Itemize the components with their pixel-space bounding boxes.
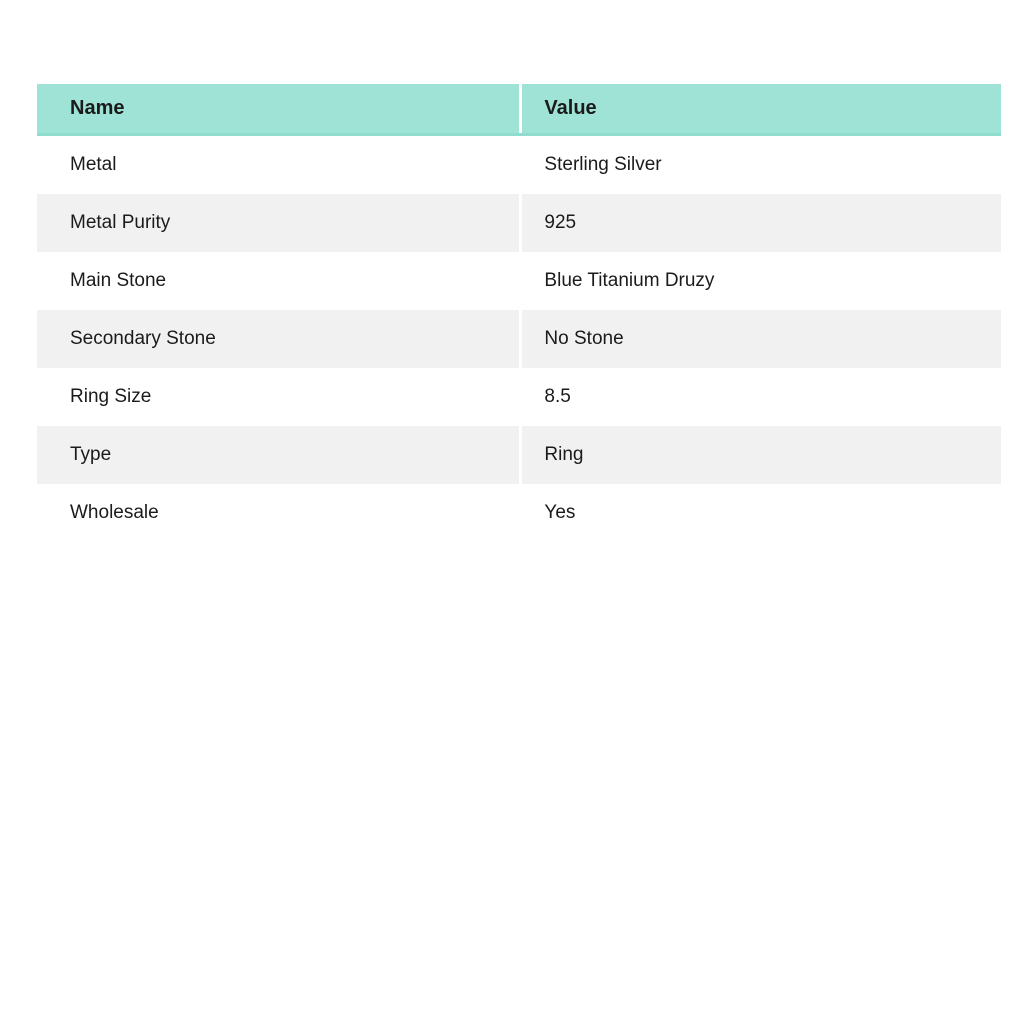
- row-name-cell: Metal: [37, 135, 521, 195]
- row-value-cell: Yes: [544, 502, 576, 523]
- table-row: [37, 194, 1001, 252]
- table-row: [37, 484, 1001, 542]
- column-header-name: Name: [37, 84, 521, 135]
- row-name-cell: Ring Size: [37, 368, 521, 426]
- row-value-cell: Sterling Silver: [544, 154, 662, 175]
- row-name-cell: Wholesale: [37, 484, 521, 542]
- table-row: [37, 135, 1001, 195]
- row-name-cell: Type: [37, 426, 521, 484]
- row-name-cell: Main Stone: [37, 252, 521, 310]
- table-row: [37, 426, 1001, 484]
- row-name-cell: Metal Purity: [37, 194, 521, 252]
- attributes-table-container: [37, 84, 1001, 542]
- table-header: [37, 84, 1001, 135]
- row-value-cell: 925: [544, 212, 577, 233]
- attributes-table: [37, 84, 1001, 542]
- header-row: [37, 84, 1001, 135]
- row-value-cell: No Stone: [544, 328, 624, 349]
- row-value-cell: Blue Titanium Druzy: [544, 270, 715, 291]
- table-row: [37, 310, 1001, 368]
- table-row: [37, 368, 1001, 426]
- row-name-cell: Secondary Stone: [37, 310, 521, 368]
- table-body: [37, 135, 1001, 543]
- row-value-cell: 8.5: [544, 386, 571, 407]
- table-row: [37, 252, 1001, 310]
- column-header-value: Value: [521, 84, 1001, 135]
- row-value-cell: Ring: [544, 444, 584, 465]
